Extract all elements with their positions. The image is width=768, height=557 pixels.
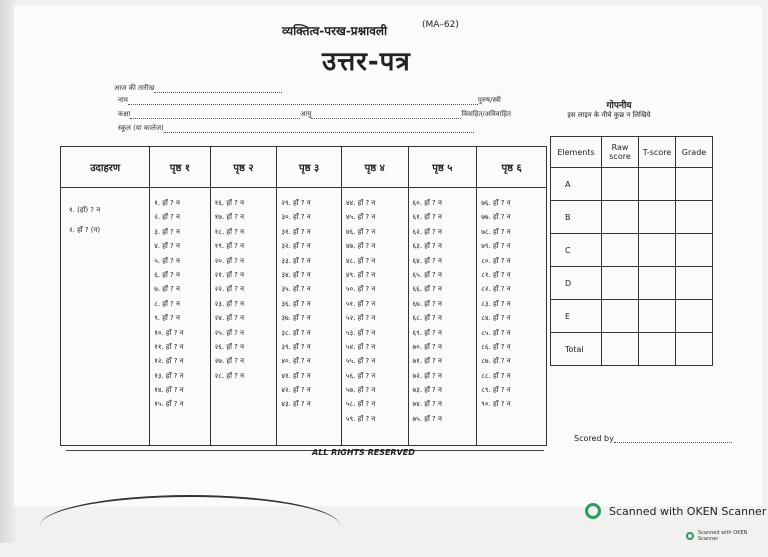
answer-item: ८२. हाँ ? न bbox=[481, 285, 511, 294]
answer-item: ४५. हाँ ? न bbox=[345, 213, 376, 222]
header-example: उदाहरण bbox=[61, 147, 150, 188]
grade-row bbox=[551, 201, 713, 234]
answer-item: ७. हाँ ? न bbox=[154, 285, 180, 294]
grade-row bbox=[551, 267, 713, 300]
grade-cell bbox=[676, 300, 713, 333]
grade-cell bbox=[676, 168, 713, 201]
answer-item: २८. हाँ ? न bbox=[214, 371, 244, 380]
answer-item: ४७. हाँ ? न bbox=[345, 242, 376, 251]
header-page-2: पृष्ठ २ bbox=[210, 147, 277, 188]
page-curl bbox=[40, 495, 340, 557]
table-bottom-rule bbox=[66, 450, 544, 451]
page-1-column bbox=[150, 188, 210, 446]
gender-label: पुरुष/स्त्री bbox=[477, 96, 501, 104]
answer-item: १६. हाँ ? न bbox=[214, 199, 244, 207]
rights-reserved: ALL RIGHTS RESERVED bbox=[312, 448, 415, 457]
header-page-6: पृष्ठ ६ bbox=[477, 147, 547, 188]
page-title: उत्तर-पत्र bbox=[322, 47, 411, 77]
answer-item: ११. हाँ ? न bbox=[154, 342, 184, 351]
header-page-4: पृष्ठ ४ bbox=[341, 147, 408, 188]
answer-item: ४३. हाँ ? न bbox=[281, 400, 311, 409]
answer-item: ८६. हाँ ? न bbox=[481, 342, 511, 351]
answer-item: ६४. हाँ ? न bbox=[412, 256, 442, 265]
answer-item: ४१. हाँ ? न bbox=[281, 371, 311, 380]
answer-item: ८३. हाँ ? न bbox=[481, 299, 511, 308]
answer-item: ६८. हाँ ? न bbox=[412, 314, 442, 323]
scanner-logo-small-icon bbox=[686, 532, 694, 540]
answer-item: ६९. हाँ ? न bbox=[412, 328, 442, 337]
page-4-column bbox=[341, 188, 408, 446]
grade-cell bbox=[639, 234, 676, 267]
answer-item: १७. हाँ ? न bbox=[214, 213, 244, 222]
answer-item: ४२. हाँ ? न bbox=[281, 386, 311, 395]
answer-item: ३७. हाँ ? न bbox=[281, 314, 311, 323]
answer-item: ४. हाँ ? न bbox=[154, 242, 180, 251]
answer-item: ५. हाँ ? न bbox=[154, 256, 180, 265]
questionnaire-title: व्यक्तित्व-परख-प्रश्नावली bbox=[282, 24, 388, 38]
grade-cell bbox=[602, 168, 639, 201]
date-field bbox=[114, 84, 282, 93]
answer-item: १३. हाँ ? न bbox=[154, 371, 184, 380]
header-elements: Elements bbox=[551, 137, 602, 168]
grade-cell bbox=[602, 267, 639, 300]
answer-item: ५९. हाँ ? न bbox=[345, 414, 376, 423]
answer-item: २४. हाँ ? न bbox=[214, 314, 244, 323]
answer-item: ९. हाँ ? न bbox=[154, 314, 180, 323]
answer-item: ७०. हाँ ? न bbox=[412, 342, 442, 351]
example-1: १. (हाँ) ? न bbox=[69, 206, 101, 214]
answer-item: २१. हाँ ? न bbox=[214, 270, 244, 279]
class-label: कक्षा bbox=[118, 110, 131, 118]
answer-item: ७४. हाँ ? न bbox=[412, 400, 442, 409]
answer-item: ७५. हाँ ? न bbox=[412, 414, 442, 423]
answer-item: ७२. हाँ ? न bbox=[412, 371, 442, 380]
answer-item: ८९. हाँ ? न bbox=[481, 386, 511, 395]
answer-item: ५७. हाँ ? न bbox=[345, 386, 376, 395]
answer-item: ६२. हाँ ? न bbox=[412, 227, 442, 236]
scanner-watermark-small bbox=[686, 530, 768, 542]
grade-row bbox=[551, 168, 713, 201]
answer-item: ८. हाँ ? न bbox=[154, 299, 180, 308]
marital-label: विवाहित/अविवाहित bbox=[461, 110, 512, 118]
answer-item: ३१. हाँ ? न bbox=[281, 227, 311, 236]
answer-item: १८. हाँ ? न bbox=[214, 227, 244, 236]
header-raw-score: Raw score bbox=[602, 137, 639, 168]
answer-item: ३२. हाँ ? न bbox=[281, 242, 311, 251]
answer-item: ५०. हाँ ? न bbox=[345, 285, 376, 294]
grade-cell bbox=[639, 333, 676, 366]
grade-cell bbox=[602, 201, 639, 234]
scored-by-label: Scored by bbox=[574, 434, 614, 443]
answer-item: २५. हाँ ? न bbox=[214, 328, 244, 337]
answer-item: ७८. हाँ ? न bbox=[481, 227, 511, 236]
name-field bbox=[118, 96, 501, 105]
grade-cell bbox=[639, 267, 676, 300]
answer-item: ८५. हाँ ? न bbox=[481, 328, 511, 337]
grade-row-label: E bbox=[551, 300, 602, 333]
answer-item: २०. हाँ ? न bbox=[214, 256, 244, 265]
school-label: स्कूल (या कालेज) bbox=[118, 124, 164, 132]
header-grade: Grade bbox=[676, 137, 713, 168]
answer-item: ३५. हाँ ? न bbox=[281, 285, 311, 294]
answer-item: २३. हाँ ? न bbox=[214, 299, 244, 308]
answer-item: ७६. हाँ ? न bbox=[481, 199, 511, 207]
answer-item: २९. हाँ ? न bbox=[281, 199, 311, 207]
answer-item: ८४. हाँ ? न bbox=[481, 314, 511, 323]
answer-item: ३८. हाँ ? न bbox=[281, 328, 311, 337]
confidential-heading: गोपनीय bbox=[606, 101, 632, 111]
answer-item: ४०. हाँ ? न bbox=[281, 357, 311, 366]
answer-item: ४९. हाँ ? न bbox=[345, 270, 376, 279]
answer-item: ३३. हाँ ? न bbox=[281, 256, 311, 265]
answer-item: ६६. हाँ ? न bbox=[412, 285, 442, 294]
scanner-label: Scanned with OKEN Scanner bbox=[609, 504, 767, 518]
answer-item: ७३. हाँ ? न bbox=[412, 386, 442, 395]
answer-item: ६१. हाँ ? न bbox=[412, 213, 442, 222]
answer-item: ३४. हाँ ? न bbox=[281, 270, 311, 279]
answer-header-row bbox=[61, 147, 547, 188]
answer-item: १४. हाँ ? न bbox=[154, 386, 184, 395]
grade-row bbox=[551, 234, 713, 267]
answer-item: २७. हाँ ? न bbox=[214, 357, 244, 366]
answer-item: १९. हाँ ? न bbox=[214, 242, 244, 251]
answer-item: १२. हाँ ? न bbox=[154, 357, 184, 366]
class-field bbox=[118, 110, 511, 119]
confidential-subtext: इस लाइन के नीचे कुछ न लिखिये bbox=[567, 111, 651, 119]
grade-row-label: D bbox=[551, 267, 602, 300]
school-field bbox=[118, 124, 474, 133]
answer-item: १५. हाँ ? न bbox=[154, 400, 184, 409]
answer-item: ५१. हाँ ? न bbox=[345, 299, 376, 308]
confidential-note bbox=[567, 98, 654, 120]
answer-item: ४४. हाँ ? न bbox=[345, 199, 376, 207]
header-page-5: पृष्ठ ५ bbox=[408, 147, 477, 188]
answer-table bbox=[60, 146, 547, 446]
answer-item: ६७. हाँ ? न bbox=[412, 299, 442, 308]
example-column bbox=[61, 188, 150, 446]
answer-item: ५३. हाँ ? न bbox=[345, 328, 376, 337]
grade-cell bbox=[602, 300, 639, 333]
answer-item: ७७. हाँ ? न bbox=[481, 213, 511, 222]
answer-item: ४६. हाँ ? न bbox=[345, 227, 376, 236]
answer-item: ५४. हाँ ? न bbox=[345, 342, 376, 351]
header-page-1: पृष्ठ १ bbox=[150, 147, 210, 188]
grade-row bbox=[551, 300, 713, 333]
grade-cell bbox=[676, 234, 713, 267]
answer-item: २. हाँ ? न bbox=[154, 213, 180, 222]
grade-cell bbox=[602, 333, 639, 366]
answer-item: ४८. हाँ ? न bbox=[345, 256, 376, 265]
form-code: (MA–62) bbox=[422, 20, 459, 30]
answer-item: २२. हाँ ? न bbox=[214, 285, 244, 294]
grade-row-label: C bbox=[551, 234, 602, 267]
answer-item: १०. हाँ ? न bbox=[154, 328, 184, 337]
scored-by bbox=[574, 434, 732, 443]
answer-item: ६३. हाँ ? न bbox=[412, 242, 442, 251]
answer-item: ८१. हाँ ? न bbox=[481, 270, 511, 279]
grade-cell bbox=[639, 201, 676, 234]
answer-item: १. हाँ ? न bbox=[154, 199, 180, 207]
answer-item: ६०. हाँ ? न bbox=[412, 199, 442, 207]
answer-item: ७१. हाँ ? न bbox=[412, 357, 442, 366]
grade-cell bbox=[602, 234, 639, 267]
answer-item: ५८. हाँ ? न bbox=[345, 400, 376, 409]
grade-cell bbox=[639, 300, 676, 333]
grade-cell bbox=[676, 333, 713, 366]
answer-item: ५२. हाँ ? न bbox=[345, 314, 376, 323]
answer-item: ८८. हाँ ? न bbox=[481, 371, 511, 380]
answer-item: ८७. हाँ ? न bbox=[481, 357, 511, 366]
scanner-logo-icon bbox=[585, 503, 601, 519]
page-2-column bbox=[210, 188, 277, 446]
answer-item: ३०. हाँ ? न bbox=[281, 213, 311, 222]
answer-item: ३९. हाँ ? न bbox=[281, 342, 311, 351]
grade-cell bbox=[676, 201, 713, 234]
age-label: आयु bbox=[300, 110, 312, 118]
grade-table bbox=[550, 136, 713, 366]
answer-item: ९०. हाँ ? न bbox=[481, 400, 511, 409]
grade-row bbox=[551, 333, 713, 366]
grade-cell bbox=[676, 267, 713, 300]
answer-item: २६. हाँ ? न bbox=[214, 342, 244, 351]
header-t-score: T-score bbox=[639, 137, 676, 168]
scanner-label-small: Scanned with OKEN Scanner bbox=[697, 530, 748, 542]
answer-item: ३. हाँ ? न bbox=[154, 227, 180, 236]
page-5-column bbox=[408, 188, 477, 446]
answer-item: ८०. हाँ ? न bbox=[481, 256, 511, 265]
grade-row-label: Total bbox=[551, 333, 602, 366]
answer-item: ३६. हाँ ? न bbox=[281, 299, 311, 308]
answer-item: ६. हाँ ? न bbox=[154, 270, 180, 279]
grade-cell bbox=[639, 168, 676, 201]
answer-item: ५६. हाँ ? न bbox=[345, 371, 376, 380]
name-label: नाम bbox=[118, 96, 128, 104]
page-3-column bbox=[277, 188, 342, 446]
date-label: आज की तारीख bbox=[114, 84, 155, 92]
scanner-watermark bbox=[585, 503, 766, 519]
grade-row-label: B bbox=[551, 201, 602, 234]
grade-row-label: A bbox=[551, 168, 602, 201]
answer-item: ६५. हाँ ? न bbox=[412, 270, 442, 279]
grade-header-row bbox=[551, 137, 713, 168]
grade-body bbox=[551, 168, 713, 366]
page-6-column bbox=[477, 188, 547, 446]
example-2: २. हाँ ? (न) bbox=[69, 226, 101, 234]
header-page-3: पृष्ठ ३ bbox=[277, 147, 342, 188]
answer-body-row bbox=[61, 188, 547, 446]
answer-item: ५५. हाँ ? न bbox=[345, 357, 376, 366]
answer-item: ७९. हाँ ? न bbox=[481, 242, 511, 251]
